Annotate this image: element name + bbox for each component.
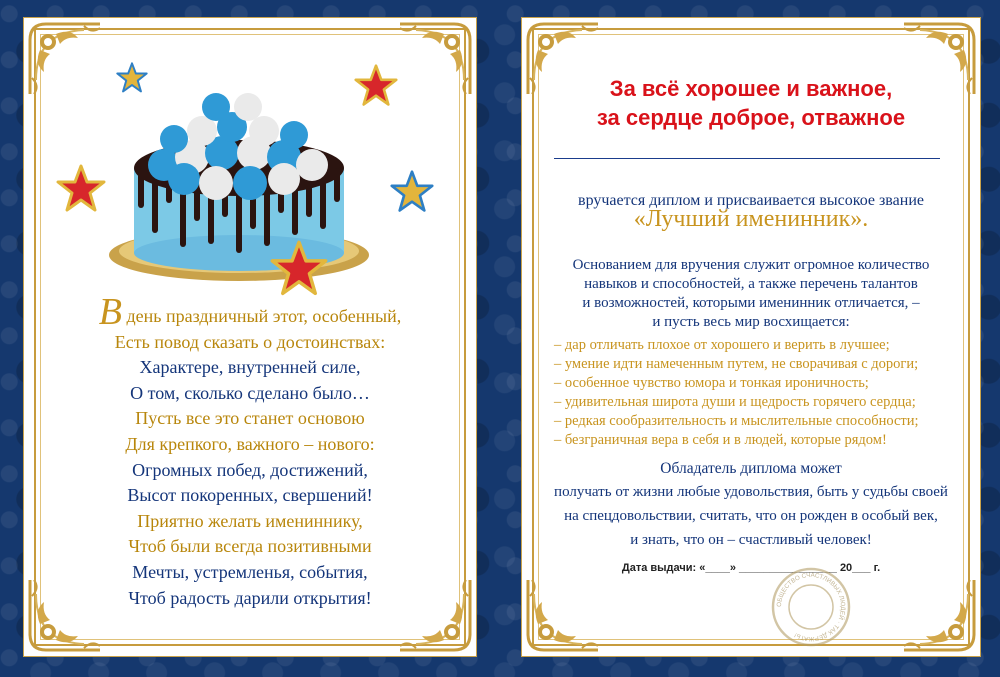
poem-line: Пусть все это станет основою [135,408,365,429]
corner-ornament-icon [26,20,104,98]
cake-image [104,73,374,303]
quality-item: – безграничная вера в себя и в людей, которые рядом! [554,432,887,448]
basis-paragraph [522,256,980,332]
corner-ornament-icon [524,576,602,654]
poem-drop-cap: В [98,291,122,333]
basis-line: и возможностей, которыми именинник отличается, – [582,295,920,311]
quality-item: – дар отличать плохое от хорошего и верить в лучшее; [554,337,890,353]
rank-title: «Лучший именинник». [633,206,869,232]
poem-line: Характере, внутренней силе, [139,357,361,378]
poem-line: Мечты, устремленья, события, [132,561,368,582]
left-page [24,18,476,656]
owner-line: и знать, что он – счастливый человек! [630,532,872,548]
owner-heading: Обладатель диплома может [660,460,842,477]
qualities-list [554,336,970,450]
basis-line: и пусть весь мир восхищается: [652,314,850,330]
owner-paragraph [522,480,980,552]
svg-text:ОБЩЕСТВО СЧАСТЛИВЫХ ЛЮДЕЙ · ТА: ОБЩЕСТВО СЧАСТЛИВЫХ ЛЮДЕЙ · ТАК ДЕРЖАТЬ! [775,571,847,643]
quality-item: – редкая сообразительность и мыслительные способности; [554,413,919,429]
poem-line: Приятно желать имениннику, [137,510,363,531]
star-icon [270,240,328,298]
poem-line: Высот покоренных, свершений! [127,485,373,506]
award-text: вручается диплом и присваивается высокое звание [578,192,924,209]
basis-line: навыков и способностей, а также перечень талантов [584,276,918,292]
poem-line: О том, сколько сделано было… [130,382,370,403]
star-icon [56,164,106,214]
owner-line: на спецдовольствии, считать, что он рожден в особый век, [564,508,938,524]
poem-line [44,291,456,333]
recipient-name-line [554,158,940,159]
stamp-icon [770,566,852,648]
quality-item: – удивительная широта души и щедрость горячего сердца; [554,394,916,410]
poem-line: Есть повод сказать о достоинствах: [114,331,386,352]
corner-ornament-icon [900,576,978,654]
star-icon [390,170,434,214]
corner-ornament-icon [396,20,474,98]
quality-item: – умение идти намеченным путем, не сворачивая с дороги; [554,356,919,372]
poem-line: Для крепкого, важного – нового: [125,433,375,454]
basis-line: Основанием для вручения служит огромное количество [572,257,930,273]
poem-line-text: день праздничный этот, особенный, [122,306,402,326]
birthday-poem [44,291,456,611]
title-line: за сердце доброе, отважное [596,105,906,130]
owner-line: получать от жизни любые удовольствия, быть у судьбы своей [554,484,948,500]
right-page [522,18,980,656]
diploma-title [522,74,980,132]
title-line: За всё хорошее и важное, [609,76,893,101]
poem-line: Чтоб были всегда позитивными [128,536,372,557]
poem-line: Чтоб радость дарили открытия! [128,587,372,608]
poem-line: Огромных побед, достижений, [132,459,368,480]
star-icon [354,64,398,108]
star-icon [116,62,148,94]
quality-item: – особенное чувство юмора и тонкая ироничность; [554,375,869,391]
issue-date-line: Дата выдачи: «____» ________________ 20___ г. [621,562,881,574]
